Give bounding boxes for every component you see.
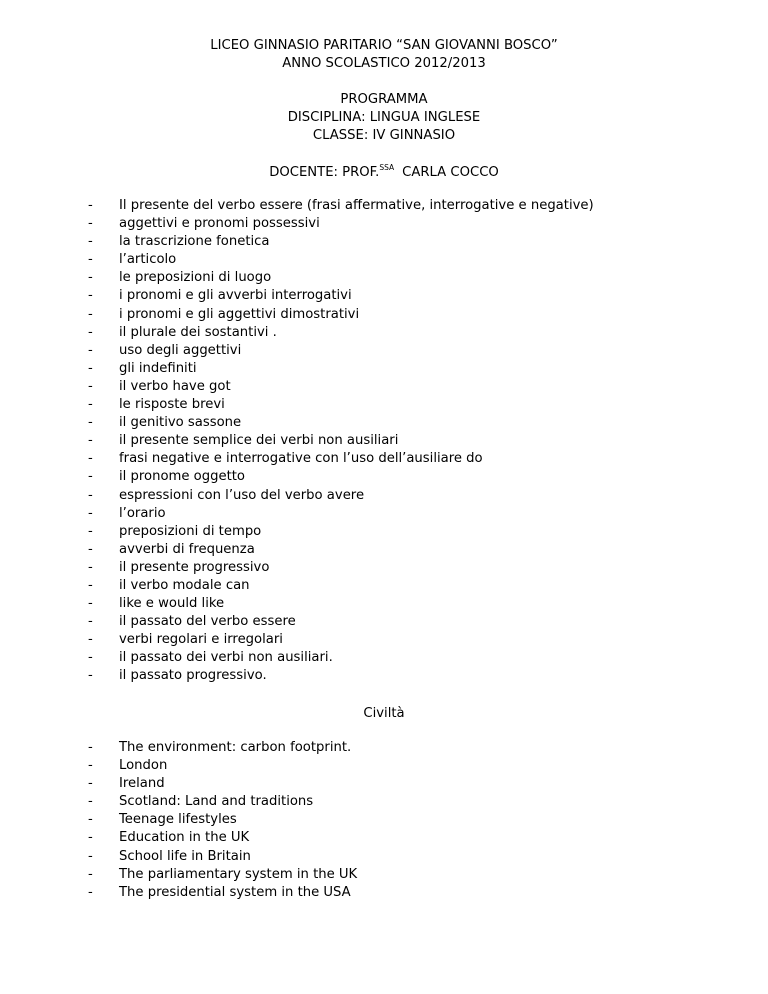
dash-bullet: - [88,288,93,304]
dash-bullet: - [88,776,93,792]
list-item-text: Scotland: Land and traditions [119,794,314,810]
list-item [88,360,594,378]
list-item-text: The presidential system in the USA [119,884,351,900]
teacher-prefix: DOCENTE: PROF. [269,165,380,180]
list-item [88,775,357,793]
list-item [88,324,594,342]
list-item-text: il passato progressivo. [119,668,267,684]
list-item [88,251,594,269]
list-item-text: like e would like [119,596,225,612]
list-item-text: i pronomi e gli avverbi interrogativi [119,288,352,304]
list-item [88,649,594,667]
list-item-text: le preposizioni di luogo [119,270,272,286]
dash-bullet: - [88,614,93,630]
school-year: ANNO SCOLASTICO 2012/2013 [282,56,486,71]
dash-bullet: - [88,848,93,864]
dash-bullet: - [88,559,93,575]
dash-bullet: - [88,523,93,539]
list-item-text: London [119,758,168,774]
list-item-text: uso degli aggettivi [119,342,242,358]
dash-bullet: - [88,650,93,666]
school-name: LICEO GINNASIO PARITARIO “SAN GIOVANNI BOSCO” [210,38,558,53]
list-item-text: l’orario [119,505,166,521]
dash-bullet: - [88,342,93,358]
list-item-text: verbi regolari e irregolari [119,632,283,648]
dash-bullet: - [88,740,93,755]
list-item-text: la trascrizione fonetica [119,234,270,250]
dash-bullet: - [88,884,93,900]
list-item [88,414,594,432]
program-title: PROGRAMMA [340,92,428,107]
dash-bullet: - [88,234,93,250]
list-item-text: il pronome oggetto [119,469,246,485]
dash-bullet: - [88,198,93,213]
list-item [88,233,594,251]
list-item [88,505,594,523]
civilta-list [88,739,358,902]
list-item [88,342,594,360]
list-item [88,541,594,559]
list-item [88,306,594,324]
dash-bullet: - [88,577,93,593]
list-item-text: espressioni con l’uso del verbo avere [119,487,365,503]
list-item-text: il genitivo sassone [119,415,242,431]
list-item [88,829,357,847]
dash-bullet: - [88,596,93,612]
dash-bullet: - [88,830,93,846]
teacher-name: CARLA COCCO [402,165,499,180]
dash-bullet: - [88,378,93,394]
list-item-text: gli indefiniti [119,360,197,376]
list-item [88,197,594,215]
dash-bullet: - [88,668,93,684]
dash-bullet: - [88,324,93,340]
list-item-text: School life in Britain [119,848,251,864]
dash-bullet: - [88,252,93,268]
list-item [88,631,594,649]
list-item-text: avverbi di frequenza [119,541,255,557]
list-item-text: il verbo have got [119,378,231,394]
list-item [88,269,594,287]
list-item [88,866,358,884]
list-item-text: frasi negative e interrogative con l’uso dell’ausiliare do [119,451,483,467]
list-item-text: il verbo modale can [119,577,250,593]
civilta-heading: Civiltà [363,706,405,721]
discipline: DISCIPLINA: LINGUA INGLESE [287,110,481,125]
dash-bullet: - [88,541,93,557]
dash-bullet: - [88,487,93,503]
list-item-text: il passato del verbo essere [119,614,296,630]
teacher-line [0,164,768,183]
class-label: CLASSE: IV GINNASIO [312,128,456,143]
list-item-text: il presente progressivo [119,559,270,575]
list-item-text: aggettivi e pronomi possessivi [119,216,320,232]
dash-bullet: - [88,397,93,413]
dash-bullet: - [88,415,93,431]
list-item [88,848,357,866]
list-item [88,287,594,305]
dash-bullet: - [88,758,93,774]
list-item [88,667,594,685]
list-item-text: l’articolo [119,252,177,268]
list-item [88,396,594,414]
dash-bullet: - [88,270,93,286]
list-item-text: Education in the UK [119,830,250,846]
list-item [88,468,594,486]
list-item [88,523,594,541]
dash-bullet: - [88,469,93,485]
list-item-text: The parliamentary system in the UK [119,866,358,882]
dash-bullet: - [88,433,93,449]
list-item-text: The environment: carbon footprint. [119,740,352,755]
teacher-title-superscript: SSA [379,163,395,172]
list-item-text: il passato dei verbi non ausiliari. [119,650,333,666]
dash-bullet: - [88,360,93,376]
list-item [88,432,594,450]
dash-bullet: - [88,812,93,828]
dash-bullet: - [88,306,93,322]
list-item [88,757,357,775]
list-item-text: le risposte brevi [119,397,225,413]
list-item [88,884,357,902]
list-item [88,793,357,811]
list-item-text: il plurale dei sostantivi . [119,324,277,340]
list-item [88,487,594,505]
grammar-list [88,197,594,686]
list-item-text: Ireland [119,776,165,792]
list-item [88,215,594,233]
list-item [88,613,594,631]
list-item [88,378,594,396]
dash-bullet: - [88,505,93,521]
list-item-text: preposizioni di tempo [119,523,262,539]
list-item-text: Il presente del verbo essere (frasi affermative, interrogative e negative) [119,198,594,213]
list-item-text: il presente semplice dei verbi non ausiliari [119,433,399,449]
dash-bullet: - [88,866,93,882]
dash-bullet: - [88,216,93,232]
list-item-text: Teenage lifestyles [119,812,237,828]
list-item [88,559,594,577]
list-item [88,450,594,468]
list-item [88,577,594,595]
dash-bullet: - [88,451,93,467]
list-item [88,811,357,829]
list-item [88,739,357,757]
dash-bullet: - [88,632,93,648]
list-item [88,595,594,613]
dash-bullet: - [88,794,93,810]
list-item-text: i pronomi e gli aggettivi dimostrativi [119,306,360,322]
